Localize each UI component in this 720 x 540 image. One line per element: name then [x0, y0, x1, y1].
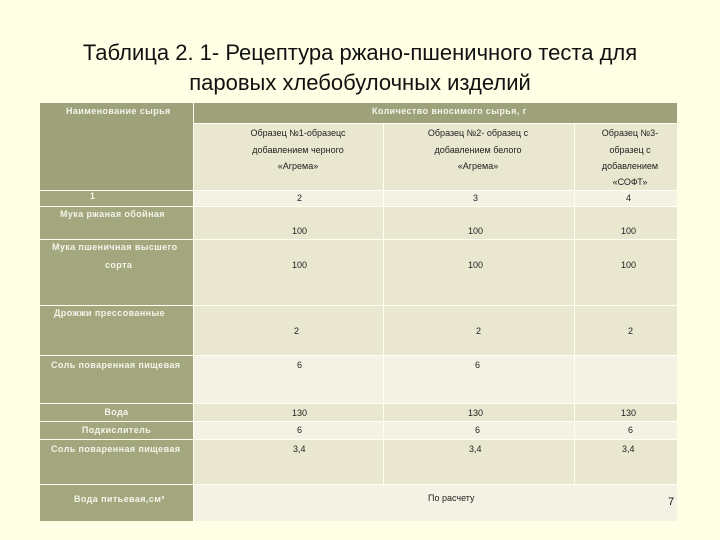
recipe-table — [40, 103, 677, 521]
row-salt1-data — [193, 355, 677, 403]
header-name-cell — [40, 103, 193, 190]
title-line-1: Таблица 2. 1- Рецептура ржано-пшеничного теста для — [82, 40, 638, 65]
slide-title — [0, 38, 720, 98]
row-label: Соль поваренная пищевая — [51, 360, 181, 370]
sample1-line1: Образец №1-образецс — [250, 128, 346, 138]
col-number-1: 1 — [90, 191, 96, 201]
page-number: 7 — [668, 496, 675, 508]
row-value: 100 — [292, 226, 308, 236]
sample3-line4: «СОФТ» — [612, 177, 648, 187]
grid-line — [193, 103, 194, 521]
row-label: сорта — [105, 260, 133, 270]
row-water-data — [193, 403, 677, 421]
grid-line — [40, 305, 677, 306]
grid-line — [40, 239, 677, 240]
header-qty-text: Количество вносимого сырья, г — [372, 106, 527, 116]
grid-line — [383, 123, 384, 484]
grid-line — [40, 439, 677, 440]
row-label: Мука пшеничная высшего — [52, 242, 178, 252]
col-number-3: 3 — [473, 193, 479, 203]
row-value: 6 — [475, 360, 481, 370]
grid-line — [574, 123, 575, 484]
row-value: 100 — [621, 260, 637, 270]
row-value: 3,4 — [469, 444, 482, 454]
row-label: Дрожжи прессованные — [54, 308, 165, 318]
sample2-line2: добавлением белого — [434, 145, 522, 155]
grid-line — [40, 355, 677, 356]
row-value: 6 — [475, 425, 481, 435]
numbering-label-cell — [40, 190, 193, 206]
row-value: 100 — [292, 260, 308, 270]
grid-line — [40, 206, 677, 207]
col-number-2: 2 — [297, 193, 303, 203]
sample2-line1: Образец №2- образец с — [427, 128, 529, 138]
row-label: Подкислитель — [81, 425, 152, 435]
row-value: 3,4 — [293, 444, 306, 454]
row-label: Мука ржаная обойная — [60, 209, 165, 219]
row-rye-data — [193, 206, 677, 239]
row-value: 3,4 — [622, 444, 635, 454]
row-value: 2 — [294, 326, 300, 336]
row-value: 100 — [468, 260, 484, 270]
row-wheat-data — [193, 239, 677, 305]
title-line-2: паровых хлебобулочных изделий — [189, 70, 531, 95]
row-value: 100 — [621, 226, 637, 236]
row-value-span: По расчету — [428, 493, 475, 503]
row-value: 6 — [628, 425, 634, 435]
row-acidifier-data — [193, 421, 677, 439]
row-value: 2 — [628, 326, 634, 336]
numbering-row — [193, 190, 677, 206]
grid-line — [40, 421, 677, 422]
row-value: 130 — [292, 408, 308, 418]
col-number-4: 4 — [626, 193, 632, 203]
sample2-line3: «Агрема» — [457, 161, 499, 171]
sample3-line1: Образец №3- — [601, 128, 659, 138]
row-label: Соль поваренная пищевая — [51, 444, 181, 454]
row-salt2-data — [193, 439, 677, 484]
row-label: Вода — [104, 407, 129, 417]
grid-line — [40, 484, 677, 485]
row-value: 6 — [297, 360, 303, 370]
row-yeast-data — [193, 305, 677, 355]
header-name-text: Наименование сырья — [66, 106, 171, 116]
grid-line — [193, 123, 677, 124]
grid-line — [40, 403, 677, 404]
sample3-line2: образец с — [609, 145, 651, 155]
row-value: 6 — [297, 425, 303, 435]
row-label: Вода питьевая,см³ — [74, 494, 165, 504]
sample1-line3: «Агрема» — [277, 161, 319, 171]
row-value: 100 — [468, 226, 484, 236]
row-value: 130 — [621, 408, 637, 418]
sample1-line2: добавлением черного — [252, 145, 344, 155]
row-value: 130 — [468, 408, 484, 418]
sample3-line3: добавлением — [601, 161, 659, 171]
grid-line — [40, 190, 677, 191]
row-value: 2 — [476, 326, 482, 336]
